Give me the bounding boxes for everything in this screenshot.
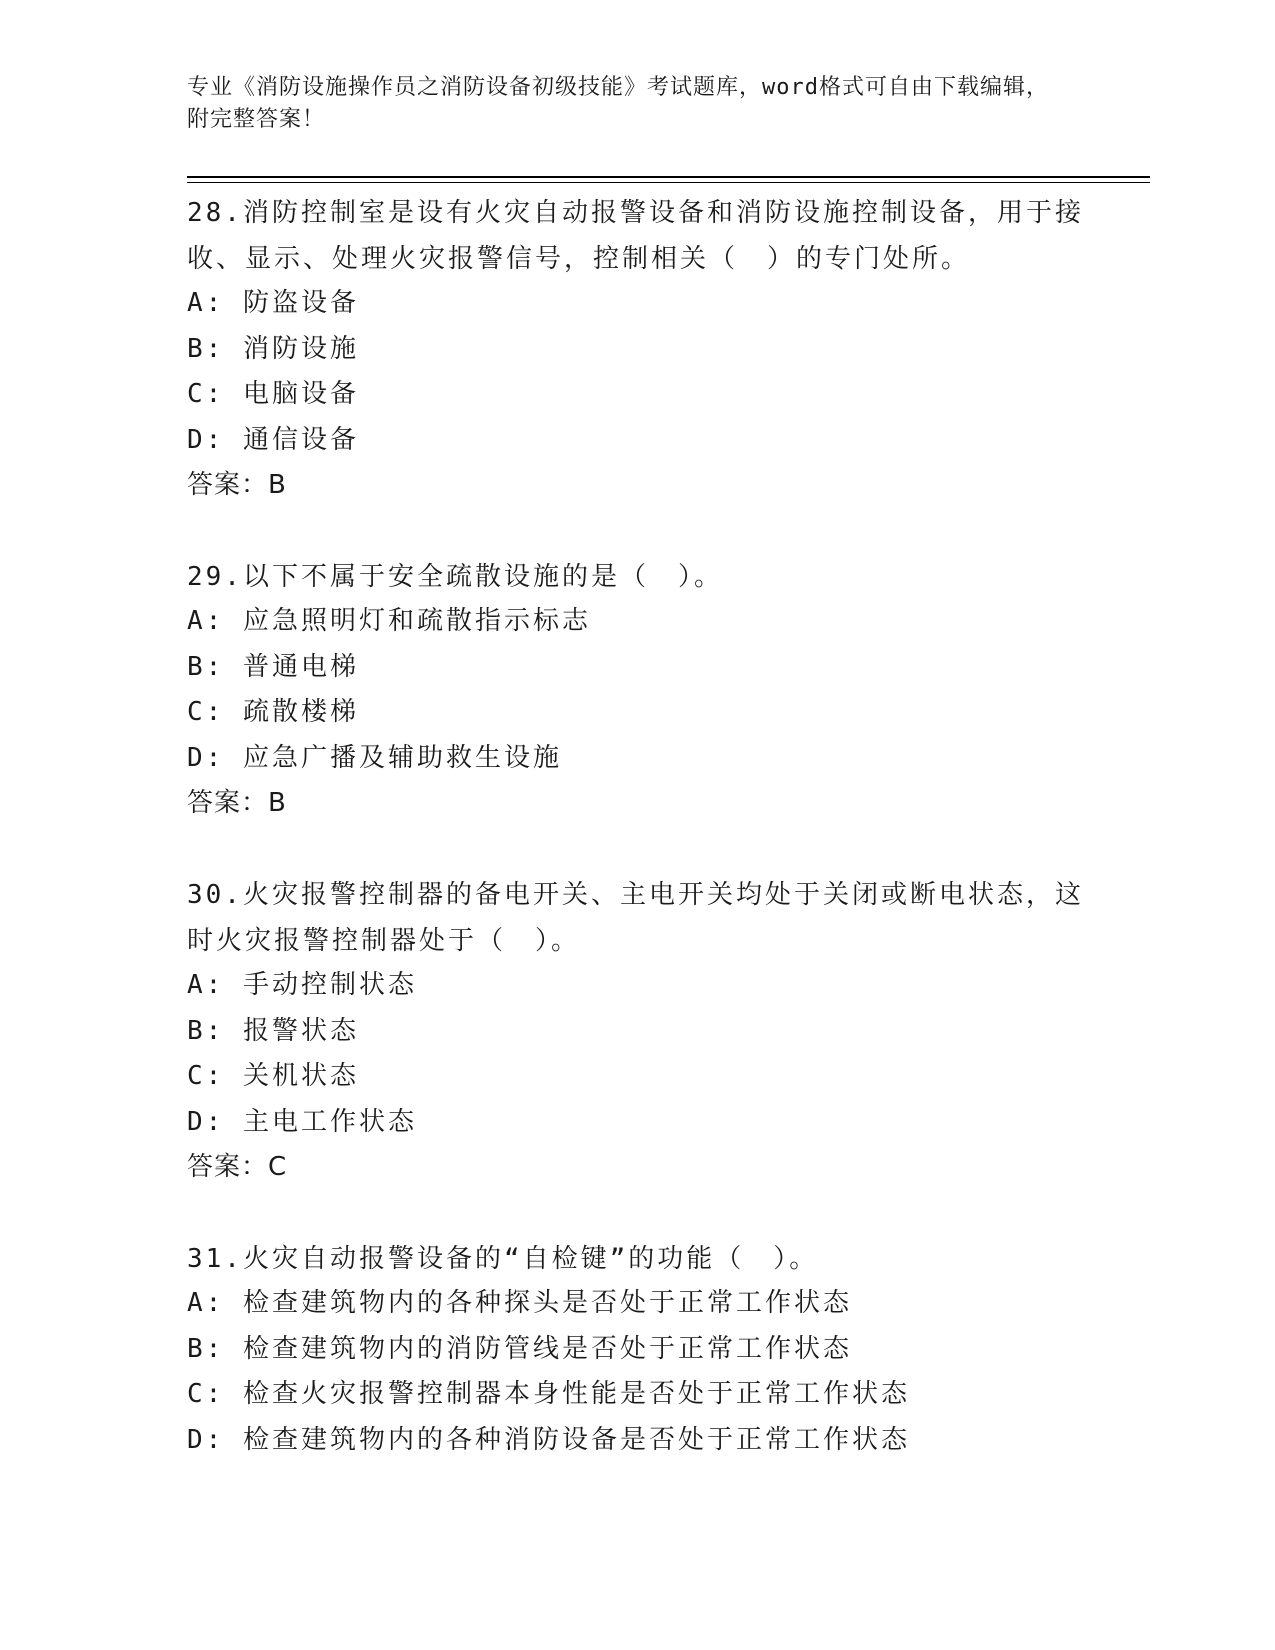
header-rule-thin	[187, 182, 1150, 183]
option-b: B: 报警状态	[187, 1015, 359, 1046]
answer-line: 答案：B	[187, 470, 287, 500]
question-stem: 31.火灾自动报警设备的“自检键”的功能（ ）。	[187, 1244, 819, 1274]
option-a: A: 应急照明灯和疏散指示标志	[187, 606, 591, 636]
question-31	[187, 1236, 1087, 1463]
question-28	[187, 190, 1087, 508]
answer-line: 答案：C	[187, 1152, 288, 1182]
option-a: A: 检查建筑物内的各种探头是否处于正常工作状态	[187, 1288, 852, 1318]
option-c: C: 电脑设备	[187, 379, 359, 409]
option-d: D: 检查建筑物内的各种消防设备是否处于正常工作状态	[187, 1424, 910, 1455]
question-stem: 30.火灾报警控制器的备电开关、主电开关均处于关闭或断电状态，这时火灾报警控制器处于（ ）。	[187, 880, 1084, 956]
question-stem: 28.消防控制室是设有火灾自动报警设备和消防设施控制设备，用于接收、显示、处理火灾报警信号，控制相关（ ）的专门处所。	[187, 198, 1084, 274]
option-d: D: 应急广播及辅助救生设施	[187, 742, 562, 773]
option-a: A: 手动控制状态	[187, 970, 417, 1000]
option-d: D: 通信设备	[187, 424, 359, 455]
option-b: B: 检查建筑物内的消防管线是否处于正常工作状态	[187, 1333, 852, 1364]
question-30	[187, 872, 1087, 1190]
question-stem: 29.以下不属于安全疏散设施的是（ ）。	[187, 562, 723, 592]
option-a: A: 防盗设备	[187, 288, 359, 318]
option-d: D: 主电工作状态	[187, 1106, 417, 1137]
option-c: C: 疏散楼梯	[187, 697, 359, 727]
option-c: C: 关机状态	[187, 1061, 359, 1091]
document-header: 专业《消防设施操作员之消防设备初级技能》考试题库，word格式可自由下载编辑，附完整答案！	[187, 75, 1049, 132]
option-b: B: 普通电梯	[187, 651, 359, 682]
answer-line: 答案：B	[187, 788, 287, 818]
header-rule-thick	[187, 176, 1150, 178]
question-29	[187, 554, 1087, 826]
question-list	[187, 190, 1087, 1509]
option-c: C: 检查火灾报警控制器本身性能是否处于正常工作状态	[187, 1379, 910, 1409]
option-b: B: 消防设施	[187, 333, 359, 364]
